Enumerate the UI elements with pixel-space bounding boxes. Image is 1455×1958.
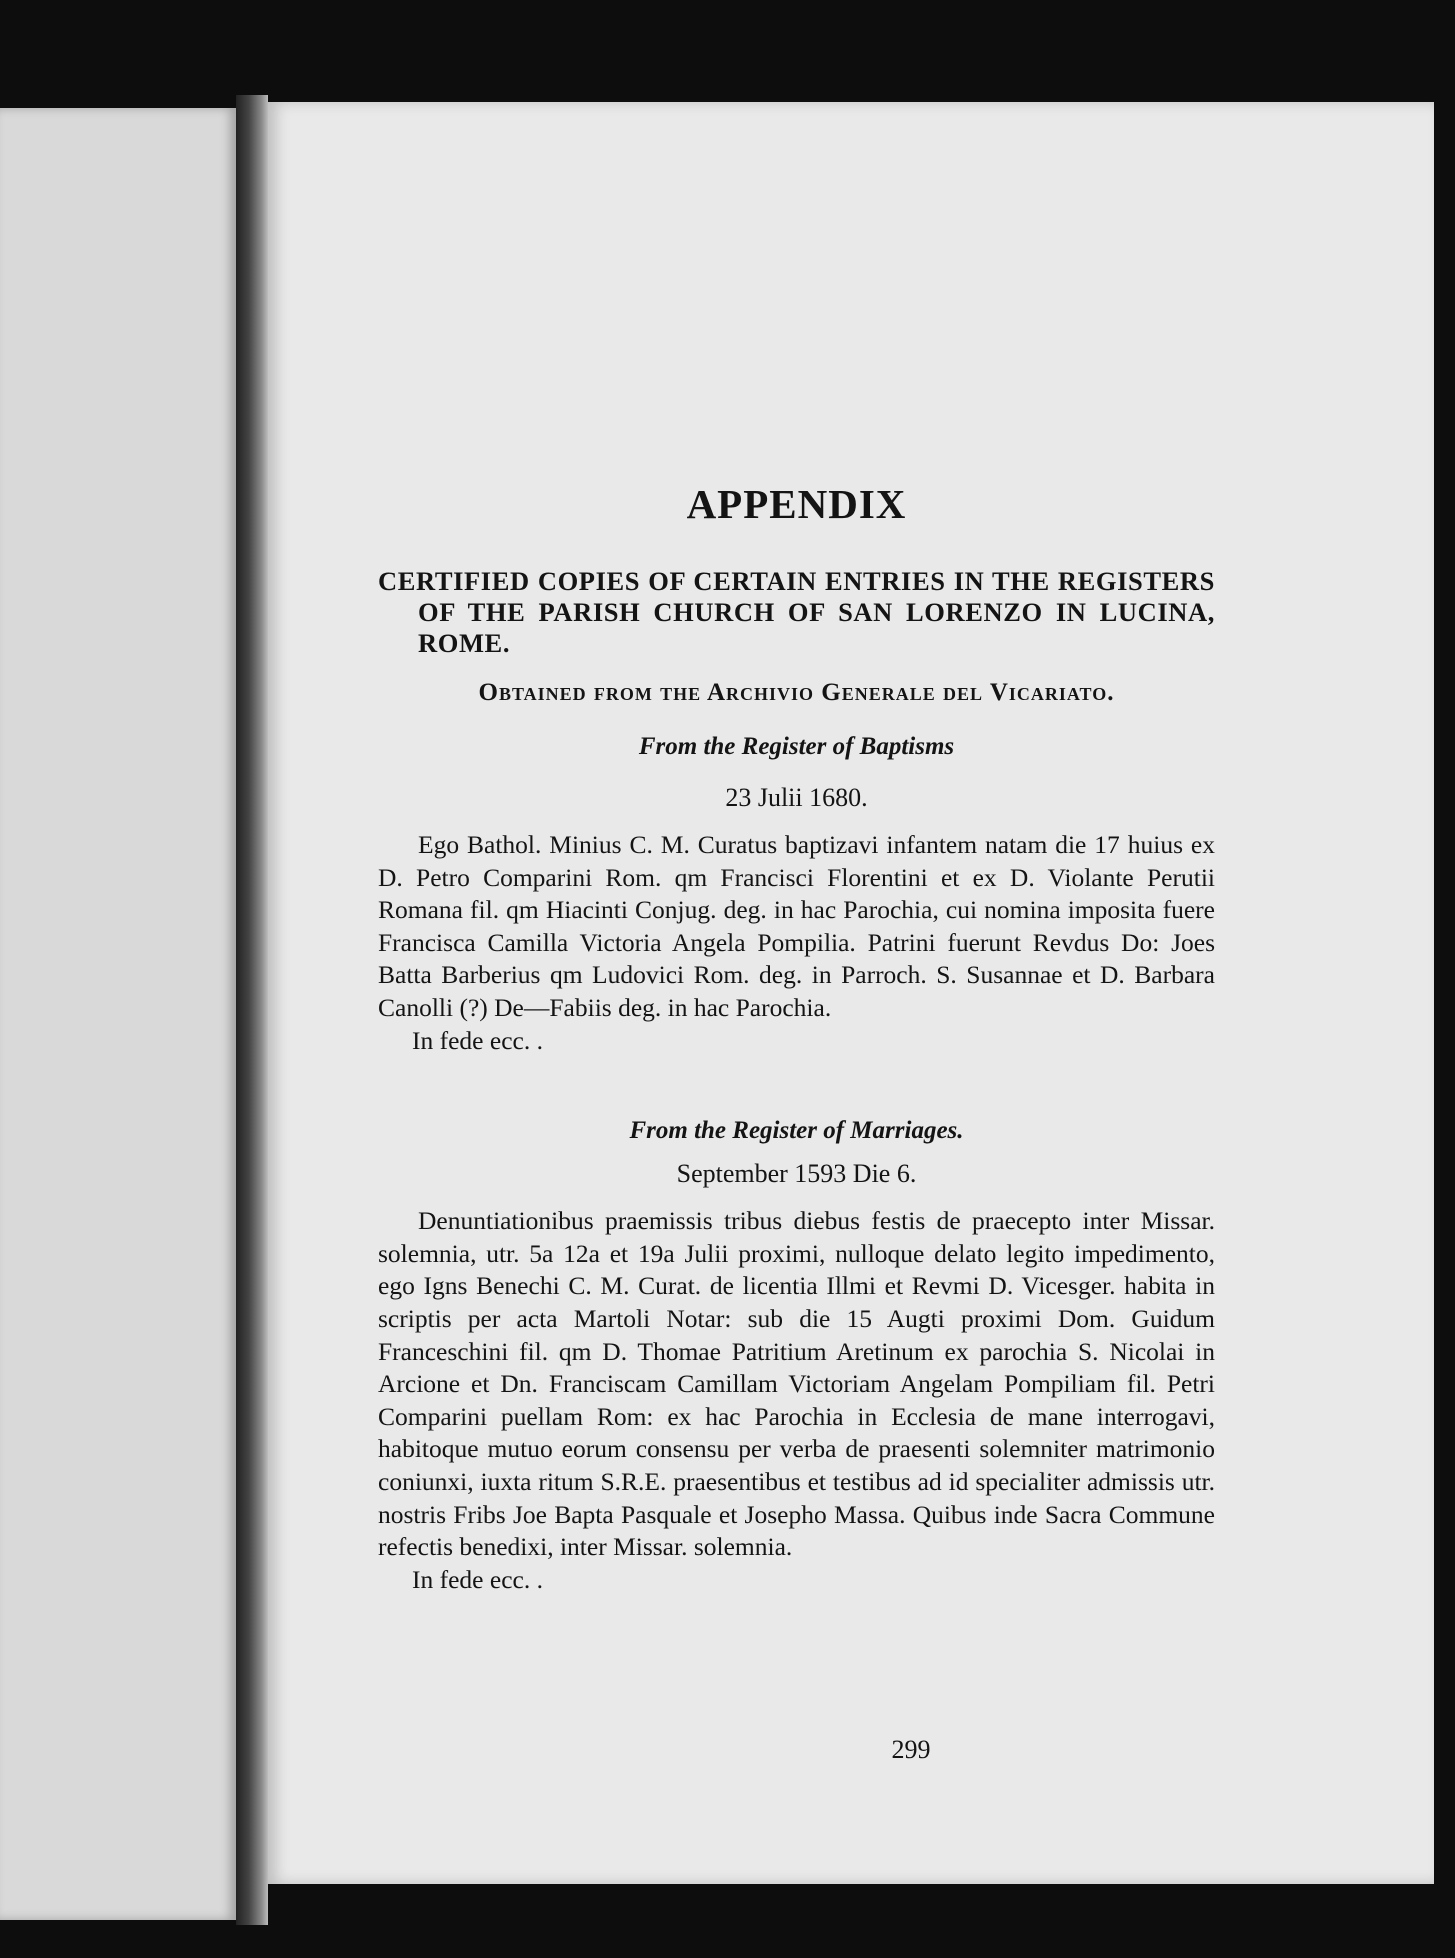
baptisms-heading: From the Register of Baptisms [638, 733, 955, 760]
book-spine [236, 95, 268, 1925]
baptism-entry: Ego Bathol. Minius C. M. Curatus baptizavi infantem natam die 17 huius ex D. Petro Comparini Rom. qm Francisci Florentini et ex D. Violante Perutii Romana fil. qm Hiacinti Conjug. deg. in hac Parochia, cui nomina imposita fuere Francisca Camilla Victoria Angela Pompilia. Patrini fuerunt Revdus Do: Joes Batta Barberius qm Ludovici Rom. deg. in Parroch. S. Susannae et D. Barbara Canolli (?) De—Fabiis deg. in hac Parochia. [378, 830, 1215, 1022]
marriages-heading: From the Register of Marriages. [629, 1117, 964, 1145]
appendix-title: APPENDIX [686, 481, 907, 527]
marriage-closing: In fede ecc. . [412, 1564, 543, 1594]
page-content [378, 480, 1215, 1596]
baptism-date: 23 Julii 1680. [725, 783, 868, 812]
left-page [0, 108, 236, 1920]
certified-heading: CERTIFIED COPIES OF CERTAIN ENTRIES IN THE REGISTERS OF THE PARISH CHURCH OF SAN LORENZO IN LUCINA, ROME. [378, 566, 1215, 658]
page-number [268, 1735, 1434, 1765]
baptism-closing: In fede ecc. . [412, 1025, 543, 1055]
marriage-date: September 1593 Die 6. [676, 1159, 917, 1189]
obtained-line: Obtained from the Archivio Generale del Vicariato. [478, 679, 1115, 706]
page-number-text: 299 [891, 1735, 931, 1764]
marriage-entry: Denuntiationibus praemissis tribus diebus festis de praecepto inter Missar. solemnia, utr. 5a 12a et 19a Julii proximi, nulloque delato legito impedimento, ego Igns Benechi C. M. Curat. de licentia Illmi et Revmi D. Vicesger. habita in scriptis per acta Martoli Notar: sub die 15 Augti proximi Dom. Guidum Franceschini fil. qm D. Thomae Patritium Aretinum ex parochia S. Nicolai in Arcione et Dn. Franciscam Camillam Victoriam Angelam Pompiliam fil. Petri Comparini puellam Rom: ex hac Parochia in Ecclesia de mane interrogavi, habitoque mutuo eorum consensu per verba de praesenti solemniter matrimonio coniunxi, iuxta ritum S.R.E. praesentibus et testibus ad id specialiter admissis utr. nostris Fribs Joe Bapta Pasquale et Josepho Massa. Quibus inde Sacra Commune refectis benedixi, inter Missar. solemnia. [378, 1206, 1215, 1562]
